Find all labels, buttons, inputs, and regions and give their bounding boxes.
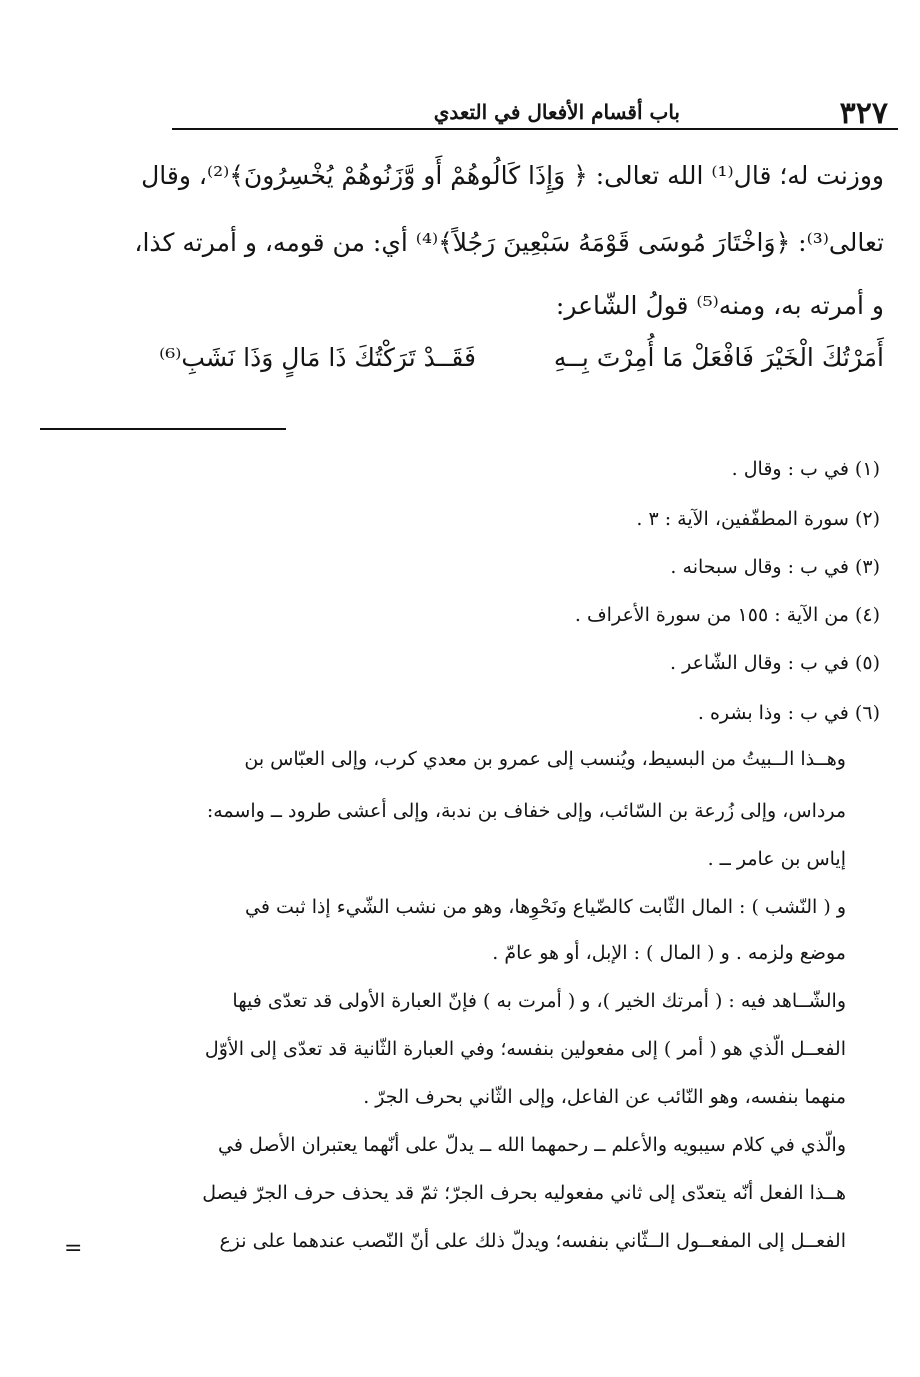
commentary-line: موضع ولزمه . و ( المال ) : الإبل، أو هو عامّ . [492,942,846,964]
commentary-line: مرداس، وإلى زُرعة بن السّائب، وإلى خفاف بن ندبة، وإلى أعشى طرود ــ واسمه: [206,800,846,822]
main-line-3: و أمرته به، ومنه⁽⁵⁾ قولُ الشّاعر: [555,291,884,320]
page-number: ٣٢٧ [839,96,888,131]
commentary-line: و ( النّشب ) : المال الثّابت كالضّياع ونَحْوِها، وهو من نشب الشّيء إذا ثبت في [245,896,846,918]
footnote-4: (٤) من الآية : ١٥٥ من سورة الأعراف . [574,604,880,626]
commentary-line: والّذي في كلام سيبويه والأعلم ــ رحمهما الله ــ يدلّ على أنّهما يعتبران الأصل في [217,1134,846,1156]
commentary-line: الفعــل إلى المفعــول الــثّاني بنفسه؛ ويدلّ ذلك على أنّ النّصب عندهما على نزع [219,1230,846,1252]
footnote-2: (٢) سورة المطفّفين، الآية : ٣ . [636,508,880,530]
footnote-3: (٣) في ب : وقال سبحانه . [670,556,880,578]
footnote-1: (١) في ب : وقال . [731,458,880,480]
chapter-title: باب أقسام الأفعال في التعدي [433,100,680,124]
header-rule [172,128,898,130]
verse-first-hemistich: أَمَرْتُكَ الْخَيْرَ فَافْعَلْ مَا أُمِرْتَ بِــهِ [553,343,884,372]
continuation-mark: = [64,1236,83,1261]
commentary-line: منهما بنفسه، وهو النّائب عن الفاعل، وإلى الثّاني بحرف الجرّ . [363,1086,846,1108]
verse-second-hemistich: فَقَــدْ تَرَكْتُكَ ذَا مَالٍ وَذَا نَشَبِ⁽⁶⁾ [159,343,476,372]
commentary-line: هــذا الفعل أنّه يتعدّى إلى ثاني مفعوليه بحرف الجرّ؛ ثمّ قد يحذف حرف الجرّ فيصل [202,1182,846,1204]
commentary-line: الفعــل الّذي هو ( أمر ) إلى مفعولين بنفسه؛ وفي العبارة الثّانية قد تعدّى إلى الأوّل [204,1038,846,1060]
commentary-line: والشّــاهد فيه : ( أمرتك الخير )، و ( أمرت به ) فإنّ العبارة الأولى قد تعدّى فيها [232,990,846,1012]
footnote-6: (٦) في ب : وذا بشره . [697,702,880,724]
poetry-verse [40,330,884,386]
main-line-1: ووزنت له؛ قال⁽¹⁾ الله تعالى: ﴿ وَإِذَا كَالُوهُمْ أَو وَّزَنُوهُمْ يُخْسِرُونَ﴾⁽²⁾، وقال [141,161,884,190]
footnote-separator [40,428,286,430]
main-line-2: تعالى⁽³⁾: ﴿وَاخْتَارَ مُوسَى قَوْمَهُ سَبْعِينَ رَجُلاً﴾⁽⁴⁾ أي: من قومه، و أمرته كذا، [134,228,884,257]
commentary-line: وهــذا الــبيتُ من البسيط، ويُنسب إلى عمرو بن معدي كرب، وإلى العبّاس بن [244,748,846,770]
footnote-5: (٥) في ب : وقال الشّاعر . [669,652,880,674]
commentary-line: إياس بن عامر ــ . [707,848,846,870]
